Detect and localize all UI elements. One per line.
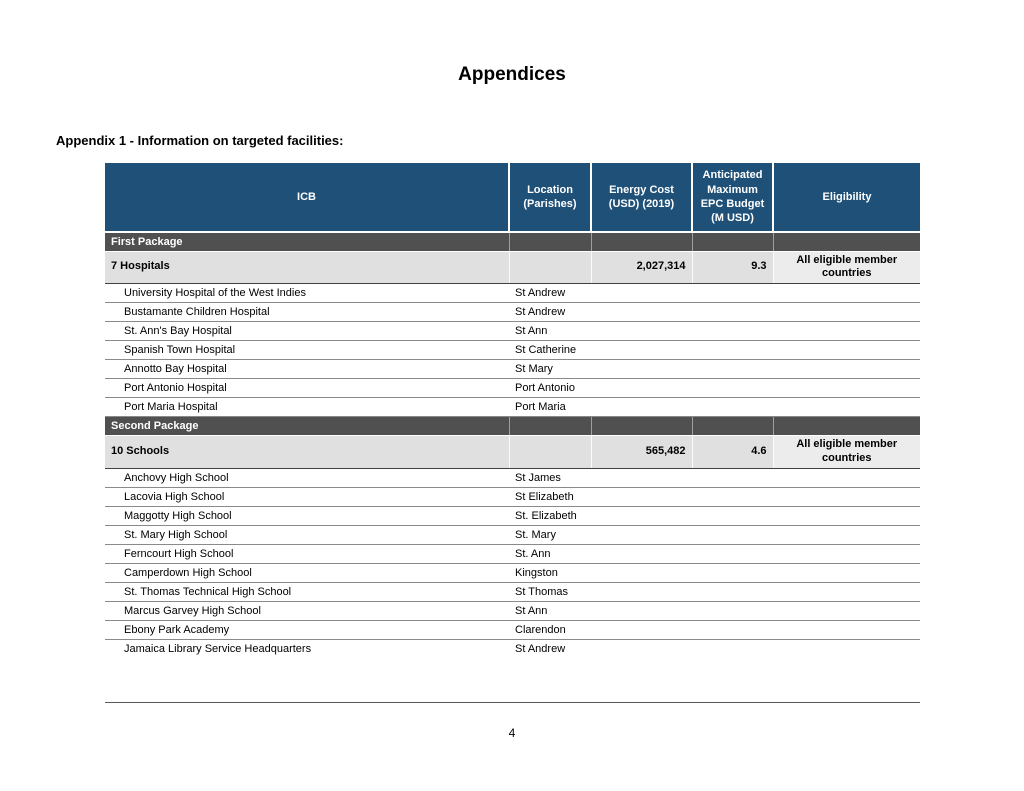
empty-cell — [773, 506, 920, 525]
empty-cell — [692, 601, 773, 620]
empty-cell — [773, 639, 920, 658]
empty-cell — [591, 322, 692, 341]
package-header-row — [105, 417, 920, 436]
facility-name-cell: Ferncourt High School — [105, 544, 509, 563]
empty-cell — [591, 284, 692, 303]
facility-name-cell: Marcus Garvey High School — [105, 601, 509, 620]
empty-cell — [692, 620, 773, 639]
facility-name-cell: Port Antonio Hospital — [105, 379, 509, 398]
empty-cell — [773, 468, 920, 487]
empty-cell — [773, 398, 920, 417]
table-row — [105, 620, 920, 639]
package-summary-row — [105, 251, 920, 284]
table-row — [105, 639, 920, 658]
facility-name-cell: St. Mary High School — [105, 525, 509, 544]
facility-location-cell: St Thomas — [509, 582, 591, 601]
table-row — [105, 379, 920, 398]
column-header-eligibility: Eligibility — [773, 163, 920, 232]
empty-cell — [773, 601, 920, 620]
empty-cell — [773, 487, 920, 506]
empty-cell — [692, 487, 773, 506]
facility-name-cell: Maggotty High School — [105, 506, 509, 525]
table-row — [105, 582, 920, 601]
facility-name-cell: St. Ann's Bay Hospital — [105, 322, 509, 341]
table-row — [105, 322, 920, 341]
table-row — [105, 284, 920, 303]
facility-location-cell: St Andrew — [509, 284, 591, 303]
empty-cell — [692, 284, 773, 303]
empty-cell — [692, 544, 773, 563]
table-row — [105, 341, 920, 360]
empty-cell — [773, 341, 920, 360]
empty-cell — [692, 232, 773, 251]
empty-cell — [509, 436, 591, 469]
empty-cell — [692, 303, 773, 322]
facility-location-cell: St Catherine — [509, 341, 591, 360]
table-row — [105, 525, 920, 544]
empty-cell — [591, 303, 692, 322]
facility-location-cell: St Ann — [509, 322, 591, 341]
facility-location-cell: St. Ann — [509, 544, 591, 563]
facility-name-cell: Annotto Bay Hospital — [105, 360, 509, 379]
empty-cell — [591, 468, 692, 487]
facility-location-cell: St. Mary — [509, 525, 591, 544]
summary-epc-budget-cell: 9.3 — [692, 251, 773, 284]
empty-cell — [509, 251, 591, 284]
empty-cell — [692, 360, 773, 379]
page-title: Appendices — [458, 64, 566, 85]
table-row — [105, 601, 920, 620]
empty-cell — [773, 544, 920, 563]
empty-cell — [773, 620, 920, 639]
package-header-row — [105, 232, 920, 251]
empty-cell — [591, 341, 692, 360]
empty-cell — [591, 360, 692, 379]
facility-name-cell: Lacovia High School — [105, 487, 509, 506]
empty-cell — [773, 284, 920, 303]
empty-cell — [509, 232, 591, 251]
empty-cell — [591, 563, 692, 582]
facility-location-cell: St Ann — [509, 601, 591, 620]
facility-name-cell: Bustamante Children Hospital — [105, 303, 509, 322]
table-row — [105, 544, 920, 563]
empty-cell — [692, 506, 773, 525]
facility-location-cell: Kingston — [509, 563, 591, 582]
empty-cell — [591, 487, 692, 506]
empty-cell — [692, 582, 773, 601]
summary-epc-budget-cell: 4.6 — [692, 436, 773, 469]
empty-cell — [773, 360, 920, 379]
table-footer-spacer-row — [105, 658, 920, 702]
empty-cell — [591, 232, 692, 251]
facility-location-cell: Port Maria — [509, 398, 591, 417]
table-row — [105, 563, 920, 582]
table-row — [105, 487, 920, 506]
empty-cell — [692, 563, 773, 582]
facility-name-cell: Ebony Park Academy — [105, 620, 509, 639]
facility-name-cell: Jamaica Library Service Headquarters — [105, 639, 509, 658]
empty-cell — [591, 379, 692, 398]
empty-cell — [692, 379, 773, 398]
facility-name-cell: University Hospital of the West Indies — [105, 284, 509, 303]
appendix-heading: Appendix 1 - Information on targeted facilities: — [56, 133, 344, 148]
facility-location-cell: St Andrew — [509, 639, 591, 658]
facility-location-cell: St Elizabeth — [509, 487, 591, 506]
empty-cell — [591, 398, 692, 417]
facility-name-cell: Port Maria Hospital — [105, 398, 509, 417]
empty-cell — [591, 417, 692, 436]
summary-eligibility-cell: All eligible member countries — [773, 251, 920, 284]
empty-cell — [692, 417, 773, 436]
column-header-icb: ICB — [105, 163, 509, 232]
empty-cell — [692, 525, 773, 544]
table-header-row — [105, 163, 920, 232]
empty-cell — [591, 582, 692, 601]
facility-name-cell: Spanish Town Hospital — [105, 341, 509, 360]
table-row — [105, 360, 920, 379]
empty-cell — [591, 601, 692, 620]
empty-cell — [773, 303, 920, 322]
facility-location-cell: Port Antonio — [509, 379, 591, 398]
empty-cell — [509, 417, 591, 436]
column-header-location: Location (Parishes) — [509, 163, 591, 232]
summary-label-cell: 7 Hospitals — [105, 251, 509, 284]
package-name-cell: Second Package — [105, 417, 509, 436]
empty-cell — [692, 341, 773, 360]
empty-cell — [105, 658, 920, 702]
table-row — [105, 468, 920, 487]
empty-cell — [692, 398, 773, 417]
empty-cell — [591, 506, 692, 525]
table-row — [105, 398, 920, 417]
empty-cell — [692, 322, 773, 341]
package-name-cell: First Package — [105, 232, 509, 251]
empty-cell — [591, 525, 692, 544]
empty-cell — [773, 582, 920, 601]
empty-cell — [692, 639, 773, 658]
empty-cell — [773, 525, 920, 544]
table-row — [105, 506, 920, 525]
empty-cell — [591, 620, 692, 639]
facility-location-cell: St Andrew — [509, 303, 591, 322]
empty-cell — [591, 639, 692, 658]
empty-cell — [773, 322, 920, 341]
package-summary-row — [105, 436, 920, 469]
empty-cell — [773, 379, 920, 398]
summary-label-cell: 10 Schools — [105, 436, 509, 469]
facility-location-cell: Clarendon — [509, 620, 591, 639]
facility-location-cell: St James — [509, 468, 591, 487]
facility-name-cell: Camperdown High School — [105, 563, 509, 582]
table-row — [105, 303, 920, 322]
column-header-epc-budget: Anticipated Maximum EPC Budget (M USD) — [692, 163, 773, 232]
facilities-table — [105, 163, 920, 703]
facility-name-cell: Anchovy High School — [105, 468, 509, 487]
facility-location-cell: St Mary — [509, 360, 591, 379]
empty-cell — [591, 544, 692, 563]
column-header-energy-cost: Energy Cost (USD) (2019) — [591, 163, 692, 232]
summary-energy-cost-cell: 565,482 — [591, 436, 692, 469]
empty-cell — [773, 417, 920, 436]
facility-name-cell: St. Thomas Technical High School — [105, 582, 509, 601]
summary-energy-cost-cell: 2,027,314 — [591, 251, 692, 284]
summary-eligibility-cell: All eligible member countries — [773, 436, 920, 469]
facilities-table-container — [105, 163, 920, 703]
facility-location-cell: St. Elizabeth — [509, 506, 591, 525]
page-number: 4 — [508, 726, 516, 740]
empty-cell — [692, 468, 773, 487]
empty-cell — [773, 232, 920, 251]
empty-cell — [773, 563, 920, 582]
